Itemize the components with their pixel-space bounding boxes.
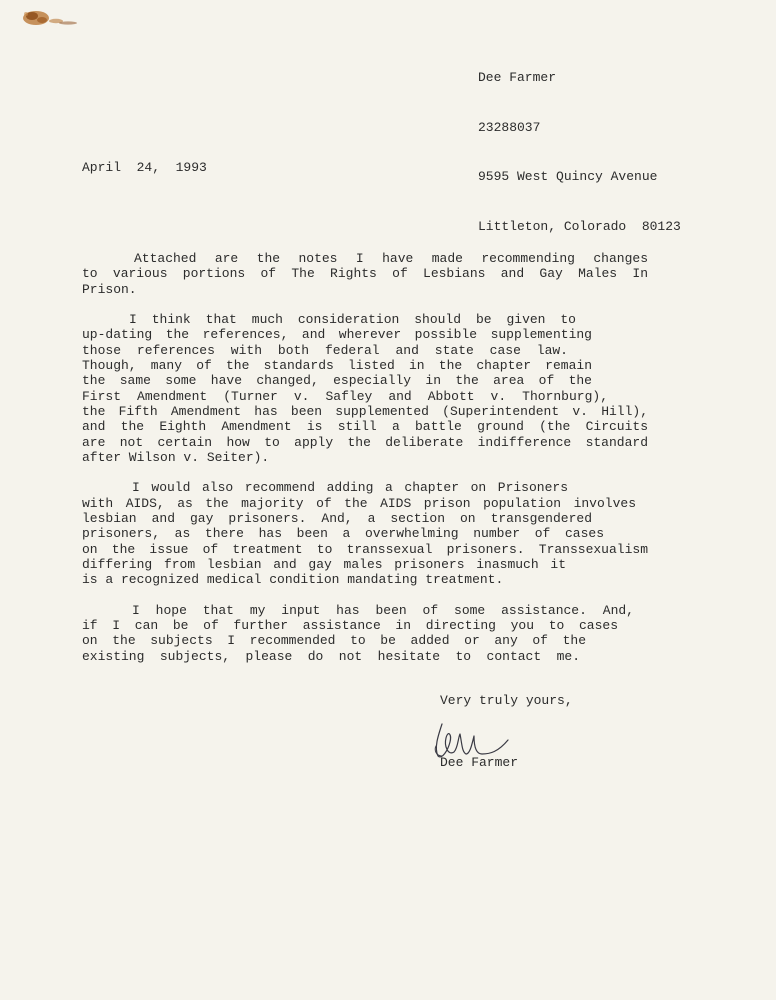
paragraph-line: differing from lesbian and gay males prisoners inasmuch it — [82, 556, 566, 572]
sender-city-state-zip: Littleton, Colorado 80123 — [478, 218, 681, 234]
paragraph-line: I would also recommend adding a chapter on Prisoners — [132, 480, 568, 496]
paragraph-line: prisoners, as there has been a overwhelming number of cases — [82, 526, 604, 542]
body-paragraph — [82, 312, 648, 465]
paragraph-line: are not certain how to apply the deliberate indifference standard — [82, 434, 648, 450]
paragraph-line: on the subjects I recommended to be added or any of the — [82, 633, 586, 649]
paragraph-line: the same some have changed, especially in the area of the — [82, 373, 592, 389]
paragraph-line: on the issue of treatment to transsexual prisoners. Transsexualism — [82, 541, 648, 557]
sender-name: Dee Farmer — [478, 70, 557, 85]
paragraph-line: is a recognized medical condition mandating treatment. — [82, 572, 504, 588]
paragraph-line: if I can be of further assistance in directing you to cases — [82, 618, 618, 634]
paragraph-line: up-dating the references, and wherever possible supplementing — [82, 327, 592, 343]
closing-salutation: Very truly yours, — [440, 693, 573, 708]
paragraph-line: to various portions of The Rights of Lesbians and Gay Males In — [82, 266, 648, 282]
paragraph-line: First Amendment (Turner v. Safley and Abbott v. Thornburg), — [82, 388, 608, 404]
paragraph-line: Prison. — [82, 281, 137, 297]
paragraph-line: Attached are the notes I have made recommending changes — [134, 251, 648, 266]
letter-body — [82, 251, 648, 679]
rust-stain — [18, 6, 82, 32]
signer-name: Dee Farmer — [440, 755, 519, 770]
body-paragraph — [82, 251, 648, 297]
sender-id-number: 23288037 — [478, 119, 541, 135]
sender-street: 9595 West Quincy Avenue — [478, 169, 658, 184]
paragraph-line: those references with both federal and state case law. — [82, 342, 568, 358]
paragraph-line: I hope that my input has been of some assistance. And, — [132, 602, 634, 618]
body-paragraph — [82, 603, 648, 664]
body-paragraph — [82, 480, 648, 587]
paragraph-line: the Fifth Amendment has been supplemented (Superintendent v. Hill), — [82, 403, 648, 419]
sender-address-block — [478, 37, 681, 268]
paragraph-line: lesbian and gay prisoners. And, a section on transgendered — [82, 511, 592, 527]
paragraph-line: after Wilson v. Seiter). — [82, 449, 270, 465]
paragraph-line: Though, many of the standards listed in the chapter remain — [82, 358, 592, 374]
paragraph-line: with AIDS, as the majority of the AIDS prison population involves — [82, 495, 636, 511]
paragraph-line: I think that much consideration should be given to — [129, 312, 576, 328]
letter-date: April 24, 1993 — [82, 160, 207, 175]
paragraph-line: and the Eighth Amendment is still a battle ground (the Circuits — [82, 419, 648, 435]
paragraph-line: existing subjects, please do not hesitate to contact me. — [82, 648, 580, 664]
